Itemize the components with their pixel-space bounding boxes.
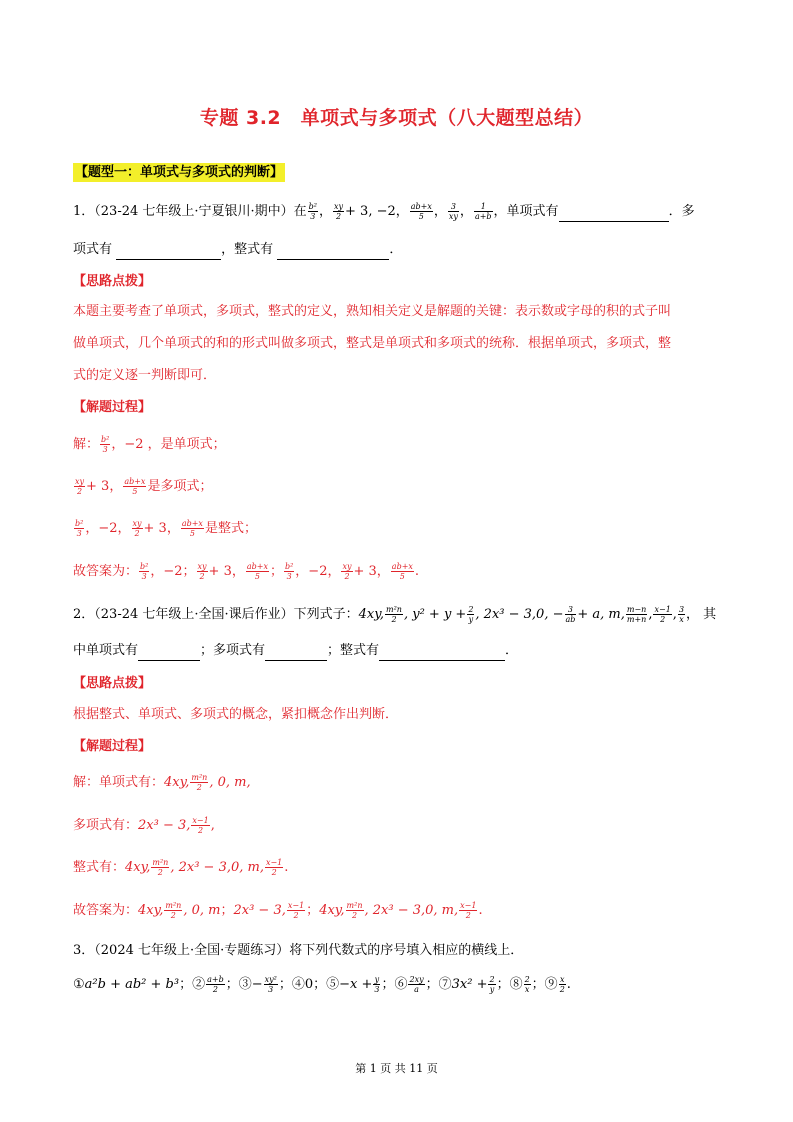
period: ． (389, 242, 403, 257)
question-1-line-2 (73, 240, 723, 260)
poly-label: ，整式有 (221, 242, 274, 257)
hint-text-2: 做单项式，几个单项式的和的形式叫做多项式，整式是单项式和多项式的统称．根据单项式，多项式，整 (73, 336, 672, 351)
solution-2-mono: 解：单项式有：4xy, $\frac{\text{m²n}}{2}$ , 0, m, (73, 773, 251, 792)
answer-blank-multi[interactable] (265, 646, 327, 661)
question-3-line-1 (73, 941, 723, 961)
answer-blank-mono[interactable] (138, 646, 200, 661)
solve-label: 【解题过程】 (73, 739, 152, 754)
hint-text: 根据整式、单项式、多项式的概念，紧扣概念作出判断． (73, 707, 399, 722)
page-title: 专题 3.2 单项式与多项式（八大题型总结） (199, 107, 594, 129)
sol-label: 整式有： (73, 860, 126, 875)
page-footer: 第 1 页 共 11 页 (355, 1062, 438, 1075)
sol-label: 多项式有： (73, 818, 139, 833)
mono-label: 中单项式有 (73, 643, 139, 658)
solution-1-line-2: $\frac{xy}{2}$ + 3， $\frac{ab+x}{5}$ 是多项式； (75, 477, 213, 496)
multi-label: ；多项式有 (200, 643, 266, 658)
answer-blank-mono[interactable] (559, 207, 669, 222)
question-text: （2024 七年级上·全国·专题练习）将下列代数式的序号填入相应的横线上． (94, 943, 524, 958)
hint-label: 【思路点拨】 (73, 274, 152, 289)
question-2-line-2 (73, 641, 723, 661)
multi-label: ．多 (668, 204, 695, 219)
hint-text-3: 式的定义逐一判断即可． (73, 368, 217, 383)
question-source: （23-24 七年级上·宁夏银川·期中）在 (94, 204, 307, 219)
sol-suffix: 是单项式； (160, 437, 226, 452)
poly-label: ；整式有 (327, 643, 380, 658)
sol-suffix: 是整式； (204, 521, 257, 536)
question-number: 2． (73, 607, 95, 622)
period: ． (505, 643, 519, 658)
answer-blank-poly[interactable] (379, 646, 505, 661)
question-number: 3． (73, 943, 95, 958)
solution-2-answer: 故答案为：4xy, $\frac{\text{m²n}}{2}$ , 0, m；2x³ − 3, $\frac{x-1}{2}$ ；4xy, $\frac{\text{m²n}}{2}$ , 2x³ − 3,0, m, $\frac{x-1}{2}$ . (73, 901, 483, 920)
section-tag: 【题型一：单项式与多项式的判断】 (75, 165, 284, 180)
tail-text: 其 (703, 607, 717, 622)
sol-prefix: 解： (73, 437, 100, 452)
expr-text: , −2， (368, 204, 409, 219)
solution-1-line-1: 解： $\frac{\text{b²}}{3}$ ，−2 ，是单项式； (73, 435, 226, 454)
answer-prefix: 故答案为： (73, 903, 139, 918)
question-number: 1． (73, 204, 95, 219)
answer-prefix: 故答案为： (73, 564, 139, 579)
sol-suffix: 是多项式； (147, 479, 213, 494)
solution-2-multi: 多项式有：2x³ − 3, $\frac{x-1}{2}$ , (73, 816, 215, 835)
multi-label-2: 项式有 (73, 242, 113, 257)
answer-blank-multi[interactable] (116, 245, 221, 260)
hint-label: 【思路点拨】 (73, 676, 152, 691)
question-2-line-1: 2．（23-24 七年级上·全国·课后作业）下列式子：4xy, $\frac{\text{m²n}}{2}$ , y² + y + $\frac{2}{y}$ , 2x³ − 3,0, − $\frac{3}{ab}$ + a, m, $\frac{m-n}{m+n}$ , $\frac{x-1}{2}$ , $\frac{3}{x}$ ， 其 (73, 605, 717, 624)
solve-label: 【解题过程】 (73, 400, 152, 415)
hint-text-1: 本题主要考查了单项式，多项式，整式的定义，熟知相关定义是解题的关键：表示数或字母的积的式子叫 (73, 304, 672, 319)
solution-1-answer: 故答案为： $\frac{\text{b²}}{3}$ ，−2； $\frac{xy}{2}$ + 3， $\frac{ab+x}{5}$ ； $\frac{\text{b²}}{3}$ ，−2， $\frac{xy}{2}$ + 3， $\frac{ab+x}{5}$ . (73, 562, 420, 581)
question-3-items: ①a²b + ab² + b³；② $\frac{a+b}{2}$ ；③− $\frac{\text{xy²}}{3}$ ；④0；⑤−x + $\frac{y}{3}$ ；⑥ $\frac{2xy}{a}$ ；⑦3x² + $\frac{2}{y}$ ；⑧ $\frac{2}{x}$ ；⑨ $\frac{x}{2}$ . (73, 975, 571, 994)
solution-1-line-3: $\frac{\text{b²}}{3}$ ，−2， $\frac{xy}{2}$ + 3， $\frac{ab+x}{5}$ 是整式； (75, 519, 257, 538)
mono-label: 单项式有 (506, 204, 559, 219)
question-source: （23-24 七年级上·全国·课后作业）下列式子： (94, 607, 359, 622)
section-tag-line (73, 163, 723, 183)
answer-blank-poly[interactable] (277, 245, 389, 260)
sol-label: 解：单项式有： (73, 775, 165, 790)
question-1-line-1: 1．（23-24 七年级上·宁夏银川·期中）在 $\frac{\text{b²}}{3}$ ， $\frac{xy}{2}$ + 3, −2， $\frac{ab+x}{5}$ ， $\frac{3}{xy}$ ， $\frac{1}{a+b}$ ，单项式有 ．多 (73, 202, 695, 221)
solution-2-whole: 整式有：4xy, $\frac{\text{m²n}}{2}$ , 2x³ − 3,0, m, $\frac{x-1}{2}$ . (73, 858, 289, 877)
